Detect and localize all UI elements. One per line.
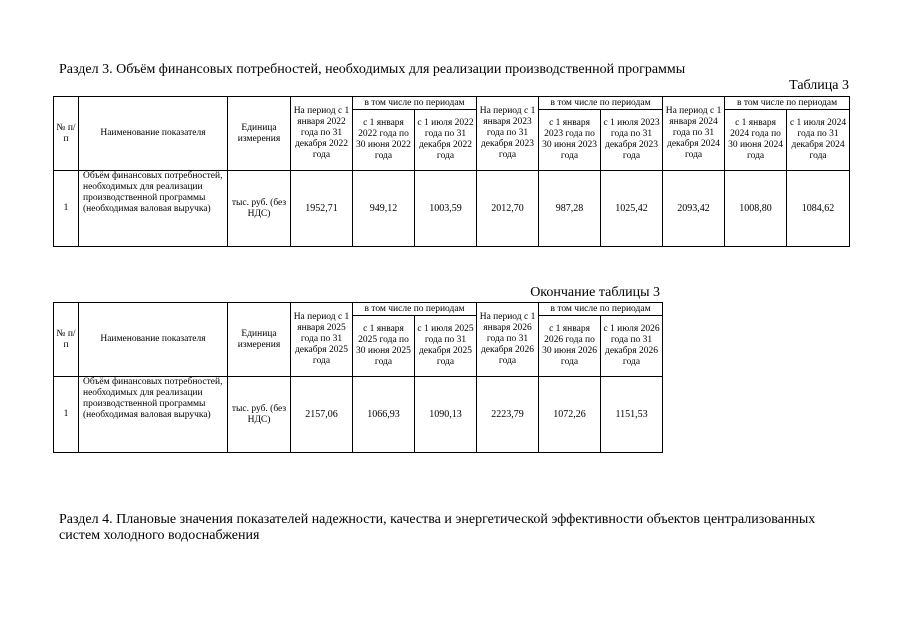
col-header-half-year: с 1 января 2026 года по 30 июня 2026 года: [539, 316, 601, 377]
col-header-unit: Единица измерения: [228, 97, 291, 171]
col-header-half-year: с 1 июля 2025 года по 31 декабря 2025 года: [415, 316, 477, 377]
table-2-caption: Окончание таблицы 3: [530, 285, 660, 300]
row-indicator-name: Объём финансовых потребностей, необходимых для реализации производственной программы (необходимая валовая выручка): [79, 377, 228, 453]
col-header-half-year: с 1 июля 2022 года по 31 декабря 2022 года: [415, 110, 477, 171]
row-number: 1: [54, 377, 79, 453]
col-header-period-total: На период с 1 января 2022 года по 31 декабря 2022 года: [291, 97, 353, 171]
table-row: [54, 377, 663, 453]
col-header-period-total: На период с 1 января 2024 года по 31 декабря 2024 года: [663, 97, 725, 171]
value-cell: 1090,13: [415, 377, 477, 453]
col-header-period-total: На период с 1 января 2025 года по 31 декабря 2025 года: [291, 303, 353, 377]
row-unit: тыс. руб. (без НДС): [228, 171, 291, 247]
table-row: [54, 171, 850, 247]
col-header-period-group: в том числе по периодам: [725, 97, 850, 110]
col-header-unit: Единица измерения: [228, 303, 291, 377]
col-header-number: № п/п: [54, 303, 79, 377]
col-header-half-year: с 1 января 2023 года по 30 июня 2023 года: [539, 110, 601, 171]
col-header-half-year: с 1 января 2024 года по 30 июня 2024 года: [725, 110, 787, 171]
section-3-title: Раздел 3. Объём финансовых потребностей, необходимых для реализации производственной программы: [59, 62, 686, 77]
row-number: 1: [54, 171, 79, 247]
col-header-period-group: в том числе по периодам: [353, 97, 477, 110]
value-cell: 1084,62: [787, 171, 850, 247]
section-4-title: Раздел 4. Плановые значения показателей надежности, качества и энергетической эффективности объектов централизованных систем холодного водоснабжения: [59, 512, 816, 543]
value-cell: 1025,42: [601, 171, 663, 247]
value-cell: 1952,71: [291, 171, 353, 247]
value-cell: 1003,59: [415, 171, 477, 247]
value-cell: 1072,26: [539, 377, 601, 453]
value-cell: 1008,80: [725, 171, 787, 247]
col-header-half-year: с 1 января 2025 года по 30 июня 2025 года: [353, 316, 415, 377]
col-header-half-year: с 1 июля 2026 года по 31 декабря 2026 года: [601, 316, 663, 377]
financial-needs-table: [53, 96, 850, 247]
table-1-caption: Таблица 3: [789, 78, 849, 93]
col-header-half-year: с 1 января 2022 года по 30 июня 2022 года: [353, 110, 415, 171]
col-header-period-total: На период с 1 января 2023 года по 31 декабря 2023 года: [477, 97, 539, 171]
row-indicator-name: Объём финансовых потребностей, необходимых для реализации производственной программы (необходимая валовая выручка): [79, 171, 228, 247]
col-header-name: Наименование показателя: [79, 303, 228, 377]
col-header-half-year: с 1 июля 2024 года по 31 декабря 2024 года: [787, 110, 850, 171]
col-header-period-total: На период с 1 января 2026 года по 31 декабря 2026 года: [477, 303, 539, 377]
value-cell: 1066,93: [353, 377, 415, 453]
col-header-number: № п/п: [54, 97, 79, 171]
col-header-period-group: в том числе по периодам: [539, 303, 663, 316]
value-cell: 2223,79: [477, 377, 539, 453]
row-unit: тыс. руб. (без НДС): [228, 377, 291, 453]
value-cell: 2157,06: [291, 377, 353, 453]
value-cell: 2093,42: [663, 171, 725, 247]
col-header-half-year: с 1 июля 2023 года по 31 декабря 2023 года: [601, 110, 663, 171]
col-header-period-group: в том числе по периодам: [539, 97, 663, 110]
col-header-name: Наименование показателя: [79, 97, 228, 171]
value-cell: 1151,53: [601, 377, 663, 453]
col-header-period-group: в том числе по периодам: [353, 303, 477, 316]
value-cell: 2012,70: [477, 171, 539, 247]
value-cell: 949,12: [353, 171, 415, 247]
value-cell: 987,28: [539, 171, 601, 247]
financial-needs-table-continued: [53, 302, 663, 453]
